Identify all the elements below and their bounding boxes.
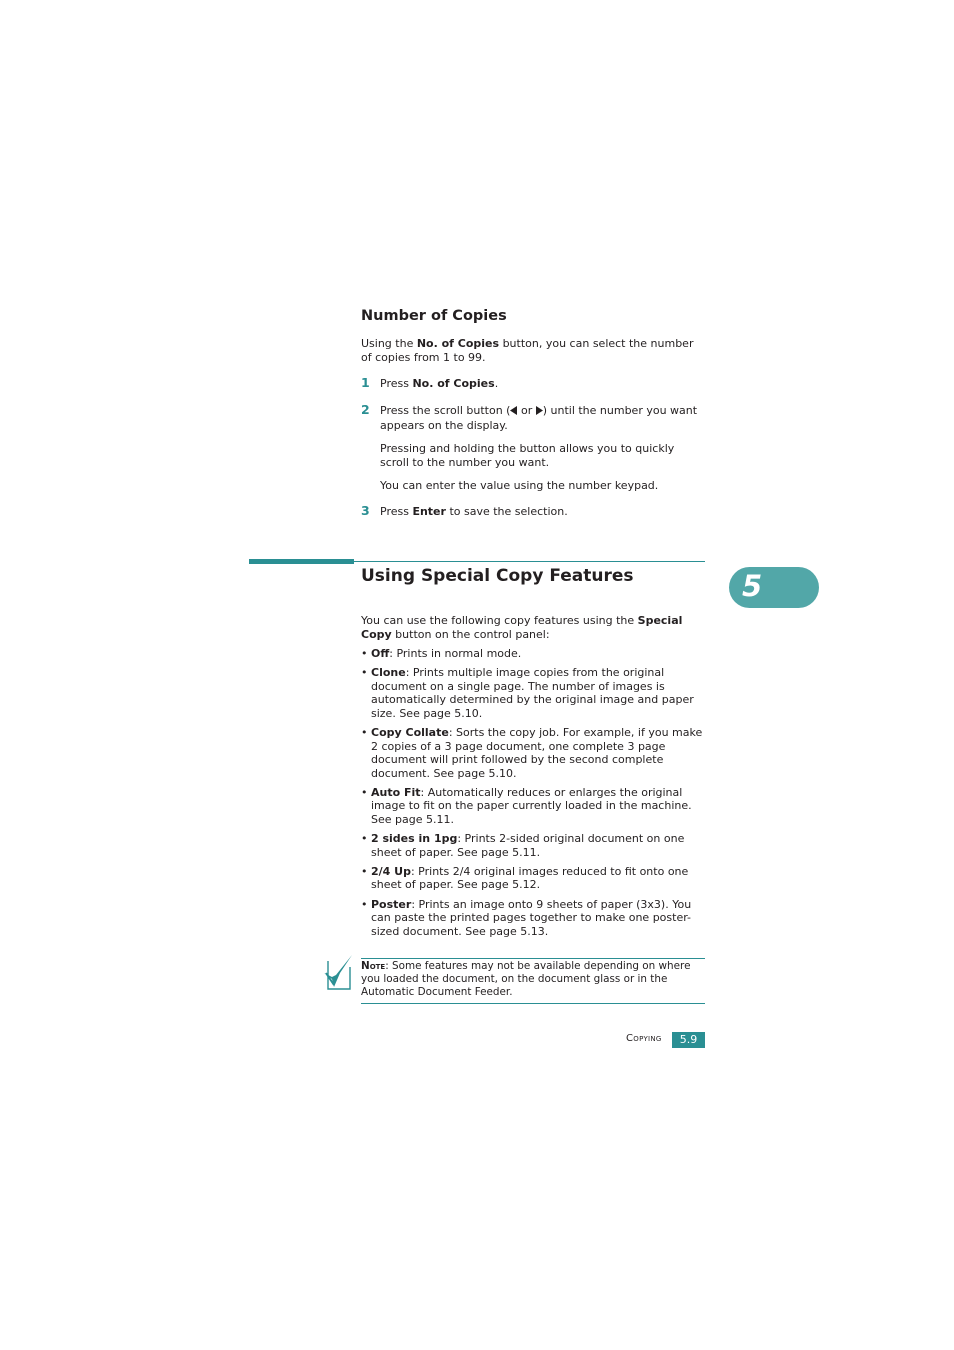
- page-number: 5.9: [672, 1032, 705, 1048]
- note-top-rule: [361, 958, 705, 959]
- list-item: • 2 sides in 1pg: Prints 2-sided original document on one sheet of paper. See page 5.11.: [361, 832, 705, 859]
- chapter-number: 5: [742, 569, 763, 603]
- note-bottom-rule: [361, 1003, 705, 1004]
- section-title-number-of-copies: Number of Copies: [361, 308, 507, 324]
- step-number: 3: [361, 503, 370, 518]
- section-divider-thin: [354, 561, 705, 562]
- step-text: Press the scroll button ( or ) until the number you want appears on the display.: [380, 404, 698, 432]
- step-text: Press Enter to save the selection.: [380, 505, 568, 518]
- step-note-paragraph: Pressing and holding the button allows you to quickly scroll to the number you want.: [380, 442, 675, 469]
- chapter-tab: [729, 567, 819, 608]
- step-number: 1: [361, 375, 370, 390]
- checkmark-note-icon: [322, 953, 354, 995]
- list-item: • Copy Collate: Sorts the copy job. For example, if you make 2 copies of a 3 page document, one complete 3 page document will print followed by the second complete document. See page 5.10.: [361, 726, 705, 780]
- step-note-paragraph: You can enter the value using the number keypad.: [380, 479, 659, 492]
- copies-intro: Using the No. of Copies button, you can select the number of copies from 1 to 99.: [361, 337, 694, 364]
- list-item: • Clone: Prints multiple image copies from the original document on a single page. The number of images is automatically determined by the original image and paper size. See page 5.10.: [361, 666, 705, 720]
- list-item: • Off: Prints in normal mode.: [361, 647, 705, 661]
- step-text: Press No. of Copies.: [380, 377, 499, 390]
- section-divider-thick: [249, 559, 354, 564]
- list-item: • Poster: Prints an image onto 9 sheets of paper (3x3). You can paste the printed pages together to make one poster-sized document. See page 5.13.: [361, 898, 705, 939]
- list-item: • Auto Fit: Automatically reduces or enlarges the original image to fit on the paper currently loaded in the machine. See page 5.11.: [361, 786, 705, 827]
- feature-list: [361, 647, 705, 944]
- list-item: • 2/4 Up: Prints 2/4 original images reduced to fit onto one sheet of paper. See page 5.12.: [361, 865, 705, 892]
- note-text: Note: Some features may not be available depending on where you loaded the document, on the document glass or in the Automatic Document Feeder.: [361, 960, 691, 998]
- triangle-right-icon: [536, 405, 543, 419]
- footer-section-label: Copying: [626, 1033, 662, 1044]
- step-number: 2: [361, 402, 370, 417]
- special-intro: You can use the following copy features using the Special Copy button on the control panel:: [361, 614, 683, 641]
- section-title-special-copy: Using Special Copy Features: [361, 566, 634, 586]
